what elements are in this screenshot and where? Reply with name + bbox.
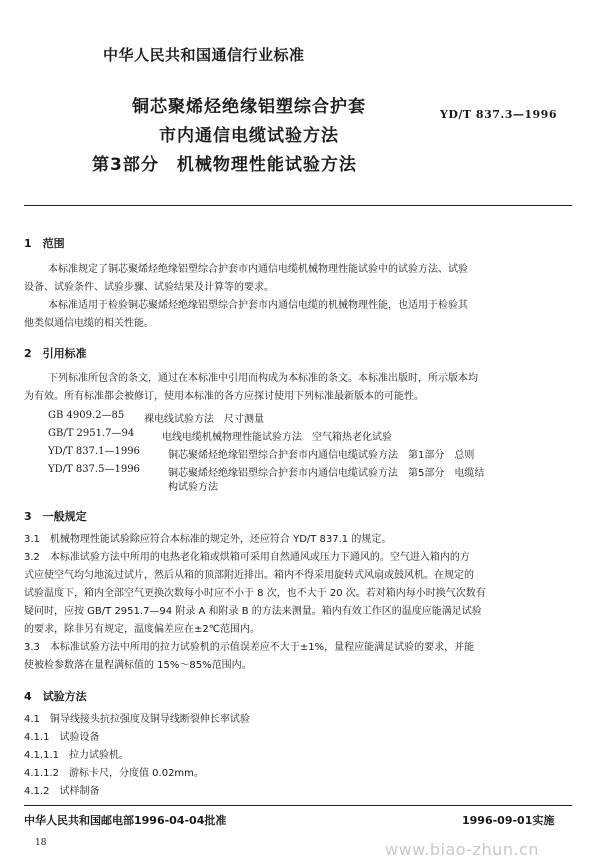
clause-3-1: 3.1 机械物理性能试验除应符合本标准的规定外，还应符合 YD/T 837.1 的规定。 <box>24 534 392 545</box>
clause-4-1-2: 4.1.2 试样制备 <box>24 786 100 797</box>
clause-4-1: 4.1 铜导线接头抗拉强度及铜导线断裂伸长率试验 <box>24 714 250 725</box>
clause-3-2-line1: 3.2 本标准试验方法中所用的电热老化箱或烘箱可采用自然通风或压力下通风的。空气进入箱内的方 <box>24 552 470 563</box>
clause-4-1-1-1: 4.1.1.1 拉力试验机。 <box>24 750 129 761</box>
s2-para-line2: 为有效。所有标准都会被修订，使用本标准的各方应探讨使用下列标准最新版本的可能性。 <box>24 391 424 402</box>
header-divider <box>24 205 572 206</box>
approval-line: 中华人民共和国邮电部1996-04-04批准 <box>24 814 227 827</box>
clause-3-2-line4: 疑问时，应按 GB/T 2951.7—94 附录 A 和附录 B 的方法来测量。箱内有效工作区的温度应能满足试验 <box>24 606 482 617</box>
clause-3-2-line2: 式应使空气均匀地流过试片，然后从箱的顶部附近排出。箱内不得采用旋转式风扇或鼓风机。在规定的 <box>24 570 474 581</box>
reference-name: 裸电线试验方法 尺寸测量 <box>144 414 264 425</box>
reference-name-continued: 构试验方法 <box>168 482 218 493</box>
reference-code: GB 4909.2—85 <box>48 410 125 421</box>
reference-item <box>48 464 485 479</box>
s2-para-line1: 下列标准所包含的条文，通过在本标准中引用而构成为本标准的条文。本标准出版时，所示版本均 <box>48 373 478 384</box>
section-3-heading: 3 一般规定 <box>24 510 87 523</box>
clause-4-1-1-2: 4.1.1.2 游标卡尺，分度值 0.02mm。 <box>24 768 204 779</box>
reference-item <box>48 428 392 443</box>
clause-4-1-1: 4.1.1 试验设备 <box>24 732 100 743</box>
reference-code: YD/T 837.1—1996 <box>48 446 140 457</box>
reference-item <box>48 410 264 425</box>
title-line-1: 铜芯聚烯烃绝缘铝塑综合护套 <box>132 97 366 117</box>
reference-code: GB/T 2951.7—94 <box>48 428 135 439</box>
s1-para2-line1: 本标准适用于检验铜芯聚烯烃绝缘铝塑综合护套市内通信电缆的机械物理性能，也适用于检验其 <box>48 300 468 311</box>
title-line-2: 市内通信电缆试验方法 <box>159 126 339 146</box>
section-4-heading: 4 试验方法 <box>24 690 87 703</box>
section-1-heading: 1 范围 <box>24 237 65 250</box>
reference-name: 铜芯聚烯烃绝缘铝塑综合护套市内通信电缆试验方法 第5部分 电缆结 <box>168 468 485 479</box>
clause-3-3-line2: 使被检参数落在量程满标值的 15%～85%范围内。 <box>24 660 252 671</box>
clause-3-2-line3: 试验温度下，箱内全部空气更换次数每小时应不小于 8 次，也不大于 20 次。若对箱内每小时换气次数有 <box>24 588 486 599</box>
implementation-date: 1996-09-01实施 <box>462 814 555 827</box>
reference-name: 铜芯聚烯烃绝缘铝塑综合护套市内通信电缆试验方法 第1部分 总则 <box>168 450 475 461</box>
reference-item <box>48 446 475 461</box>
site-watermark: www.biao-zhun.cn <box>385 840 539 859</box>
s1-para2-line2: 他类似通信电缆的相关性能。 <box>24 318 154 329</box>
reference-name: 电线电缆机械物理性能试验方法 空气箱热老化试验 <box>162 432 392 443</box>
reference-code: YD/T 837.5—1996 <box>48 464 140 475</box>
title-line-3: 第3部分 机械物理性能试验方法 <box>92 155 357 175</box>
s1-para1-line1: 本标准规定了铜芯聚烯烃绝缘铝塑综合护套市内通信电缆机械物理性能试验中的试验方法、试验 <box>48 264 468 275</box>
footer-divider <box>24 805 572 806</box>
standard-number: YD/T 837.3—1996 <box>440 108 557 121</box>
section-2-heading: 2 引用标准 <box>24 347 87 360</box>
issuing-organization: 中华人民共和国通信行业标准 <box>103 46 305 64</box>
clause-3-2-line5: 的要求，除非另有规定，温度偏差应在±2℃范围内。 <box>24 624 260 635</box>
clause-3-3-line1: 3.3 本标准试验方法中所用的拉力试验机的示值误差应不大于±1%，量程应能满足试验的要求，并能 <box>24 642 475 653</box>
s1-para1-line2: 设备、试验条件、试验步骤、试验结果及计算等的要求。 <box>24 282 274 293</box>
page-number: 18 <box>35 838 47 848</box>
